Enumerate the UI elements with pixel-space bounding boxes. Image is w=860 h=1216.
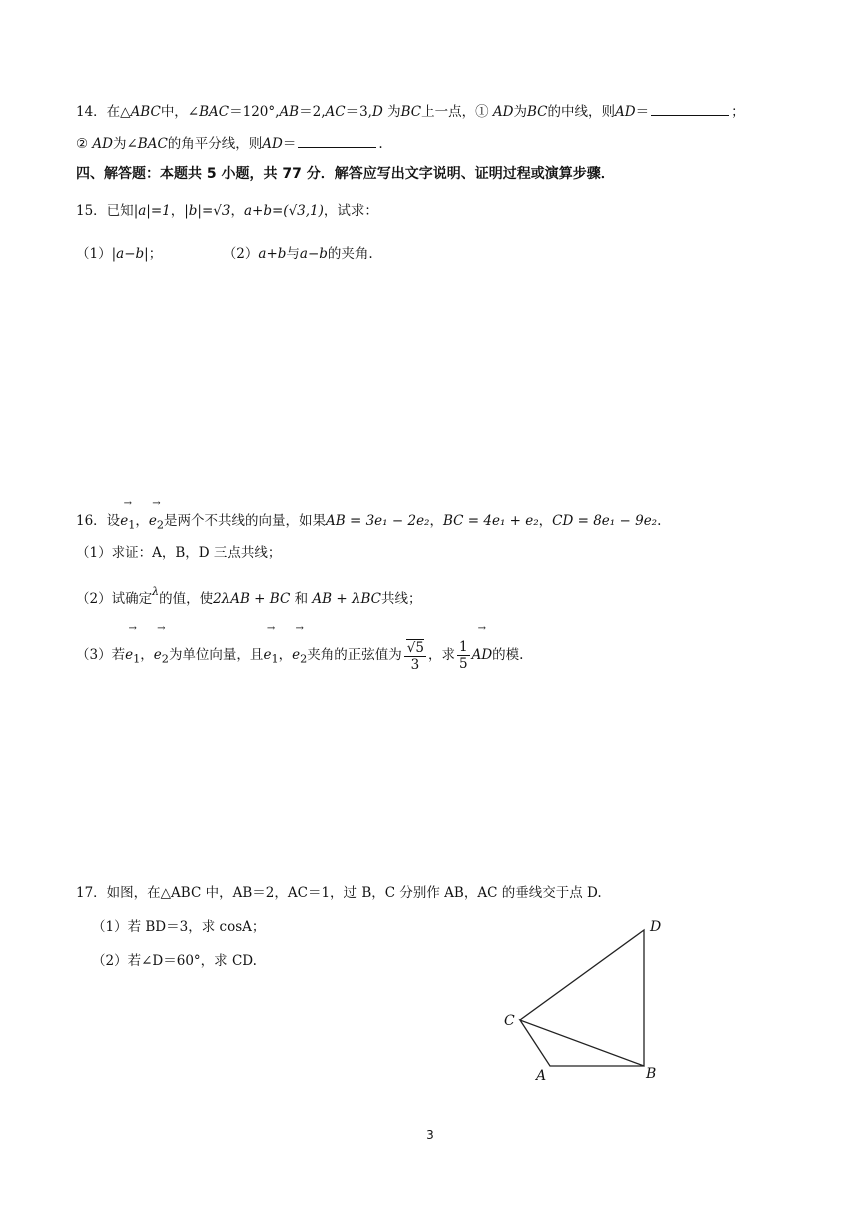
q17-part2: （2）若∠D＝60°，求 CD. bbox=[92, 953, 257, 969]
q16-text: 夹角的正弦值为 bbox=[307, 647, 402, 663]
q16-part1: （1）求证：A，B，D 三点共线； bbox=[76, 545, 282, 561]
q15-part2-expr: a+b bbox=[258, 246, 287, 262]
q14-var: AD bbox=[262, 136, 283, 152]
q14-var: D bbox=[371, 104, 383, 120]
q15-part2-expr: a−b bbox=[299, 246, 328, 262]
q15-text: ， bbox=[230, 203, 244, 219]
q16-text: 的模. bbox=[492, 647, 524, 663]
q15-text: ， bbox=[170, 203, 185, 219]
q16-var: AD bbox=[471, 647, 493, 663]
q14-text: ＝ bbox=[282, 136, 297, 152]
q14-text: 上一点，① bbox=[421, 104, 493, 120]
sqrt5: √5 bbox=[406, 639, 424, 656]
q16-lambda: λ bbox=[152, 585, 160, 598]
q16-text: 和 bbox=[294, 591, 309, 607]
q16-e1: → $e_1$ bbox=[120, 507, 135, 536]
q17-part1: （1）若 BD＝3，求 cosA； bbox=[92, 919, 266, 935]
q17-stem: 17．如图，在△ABC 中，AB＝2，AC＝1，过 B，C 分别作 AB，AC 的垂线交于点 D. bbox=[76, 885, 602, 901]
q15-cond-sum: a+b=(√3,1) bbox=[243, 203, 324, 219]
q14-var: BAC bbox=[137, 136, 168, 152]
q16-e2: → $e_2$ bbox=[149, 507, 164, 536]
q16-var: e bbox=[120, 513, 129, 529]
q16-text: 为单位向量，且 bbox=[168, 647, 264, 663]
q16-text: 16．设 bbox=[76, 513, 121, 529]
q16-text: 共线； bbox=[381, 591, 422, 607]
q16-e1: → $e_1$ bbox=[263, 632, 278, 679]
label-c: C bbox=[504, 1013, 515, 1029]
q14-text: ； bbox=[731, 104, 745, 120]
q14-var: AD bbox=[92, 136, 113, 152]
q15-text: 15．已知 bbox=[76, 203, 134, 219]
q16-var: e bbox=[292, 647, 301, 663]
q16-e2: → $e_2$ bbox=[292, 632, 307, 679]
q16-ab-expr: AB = 3e₁ − 2e₂ bbox=[326, 513, 430, 529]
q16-text: ， bbox=[429, 513, 443, 529]
q15-text: 与 bbox=[286, 246, 300, 262]
q14-text: 的角平分线，则 bbox=[167, 136, 263, 152]
q14-var: BAC bbox=[199, 104, 230, 120]
label-a: A bbox=[536, 1068, 547, 1084]
q15-part1-expr: |a−b| bbox=[111, 246, 149, 262]
label-d: D bbox=[650, 919, 662, 935]
fraction-denominator: 3 bbox=[410, 656, 420, 673]
q14-var: BC bbox=[527, 104, 548, 120]
q16-text: . bbox=[657, 513, 662, 529]
q16-expr2: AB + λBC bbox=[312, 591, 382, 607]
q14-text: 为 bbox=[513, 104, 527, 120]
fraction-denominator: 5 bbox=[458, 656, 468, 672]
q15-cond-a: |a|=1 bbox=[133, 203, 171, 219]
q14-text: ② bbox=[76, 136, 93, 152]
q14-text: ＝120°, bbox=[229, 104, 280, 120]
q14-var: AB bbox=[279, 104, 300, 120]
q14-text: ＝2, bbox=[299, 104, 326, 120]
q15-part2-label: （2） bbox=[222, 246, 259, 262]
q16-text: ， bbox=[538, 513, 553, 529]
q14-var: BC bbox=[400, 104, 422, 120]
q16-var: e bbox=[148, 513, 157, 529]
q14-text: . bbox=[378, 136, 383, 152]
q14-var: AC bbox=[325, 104, 346, 120]
q16-var: e bbox=[125, 647, 134, 663]
page-number: 3 bbox=[426, 1128, 434, 1142]
q16-e2: → $e_2$ bbox=[154, 632, 169, 679]
q14-var: ABC bbox=[130, 104, 161, 120]
q15-cond-b: |b|=√3 bbox=[184, 203, 231, 219]
label-b: B bbox=[646, 1066, 657, 1082]
q14-var: AD bbox=[615, 104, 636, 120]
fraction-numerator: 1 bbox=[458, 639, 468, 655]
q16-e1: → $e_1$ bbox=[125, 632, 140, 679]
q14-text: 中，∠ bbox=[160, 104, 200, 120]
q16-text: ， bbox=[140, 647, 154, 663]
q14-text: ＝3, bbox=[345, 104, 372, 120]
section-heading: 四、解答题：本题共 5 小题，共 77 分．解答应写出文字说明、证明过程或演算步骤． bbox=[76, 166, 615, 182]
q14-text: 为 bbox=[387, 104, 401, 120]
q15-text: ； bbox=[148, 246, 163, 262]
q16-expr1: 2λAB + BC bbox=[213, 591, 291, 607]
q16-var: e bbox=[153, 647, 162, 663]
q16-var: e bbox=[263, 647, 272, 663]
q16-cd-expr: CD = 8e₁ − 9e₂ bbox=[552, 513, 658, 529]
figure-lines bbox=[520, 930, 644, 1066]
q14-text: 的中线，则 bbox=[547, 104, 616, 120]
q15-text: ，试求： bbox=[323, 203, 378, 219]
q14-var: AD bbox=[492, 104, 514, 120]
q16-text: 是两个不共线的向量，如果 bbox=[164, 513, 327, 529]
q16-text: （3）若 bbox=[76, 647, 126, 663]
q16-text: ， bbox=[278, 647, 293, 663]
q16-text: 的值，使 bbox=[159, 591, 214, 607]
q14-text: ＝ bbox=[635, 104, 650, 120]
q16-bc-expr: BC = 4e₁ + e₂ bbox=[442, 513, 539, 529]
q16-text: ， bbox=[135, 513, 149, 529]
q14-text: 14．在△ bbox=[76, 104, 131, 120]
q15-part1-label: （1） bbox=[76, 246, 112, 262]
q15-text: 的夹角. bbox=[327, 246, 373, 262]
q14-text: 为∠ bbox=[112, 136, 138, 152]
q16-text: （2）试确定 bbox=[76, 591, 153, 607]
q16-text: ，求 bbox=[427, 647, 455, 663]
